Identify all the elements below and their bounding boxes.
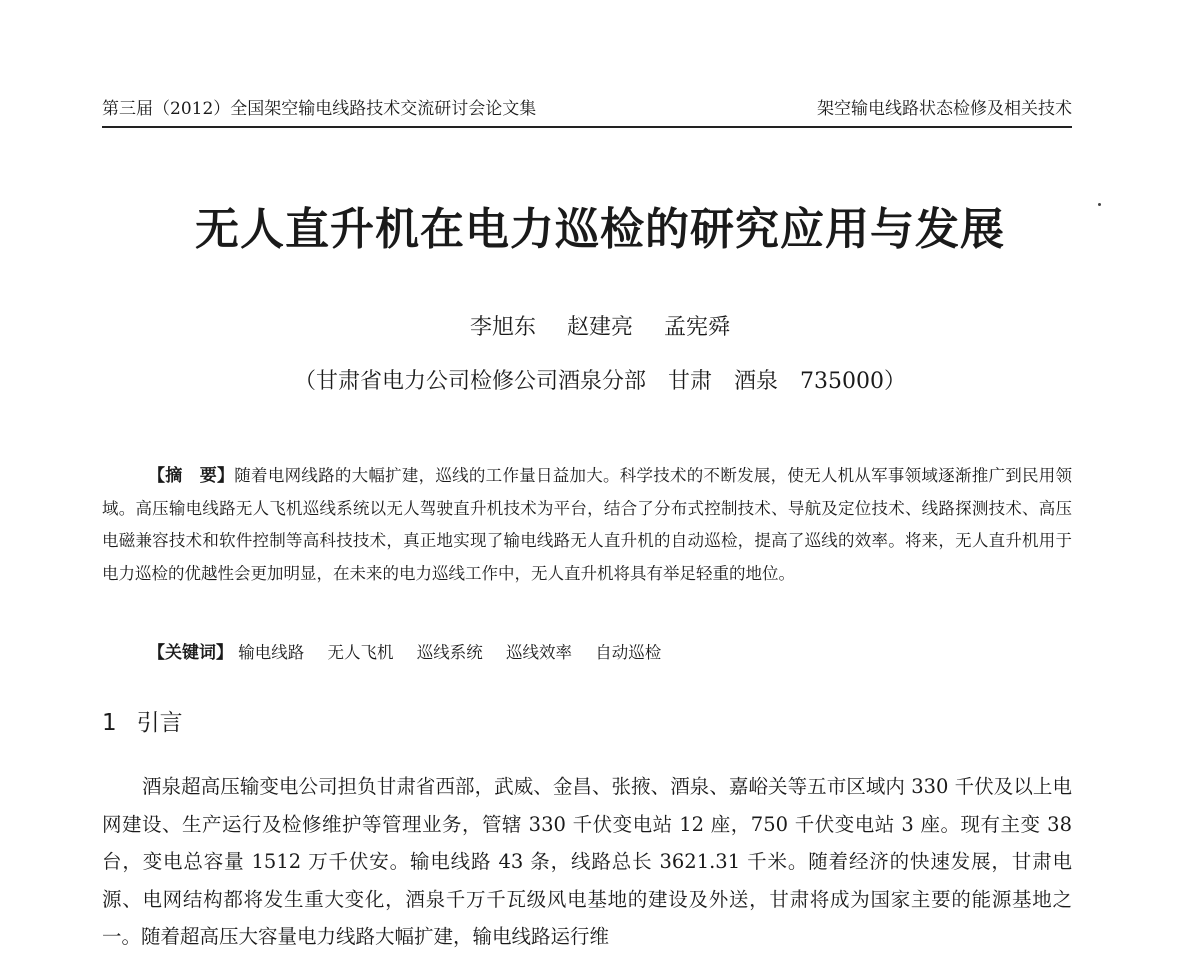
keyword-item: 自动巡检 bbox=[595, 643, 662, 662]
author-affiliation: （甘肃省电力公司检修公司酒泉分部 甘肃 酒泉 735000） bbox=[294, 369, 906, 394]
author-name: 孟宪舜 bbox=[664, 315, 731, 340]
author-name: 赵建亮 bbox=[566, 315, 633, 340]
header-section-title: 架空输电线路状态检修及相关技术 bbox=[817, 99, 1072, 119]
keyword-item: 巡线效率 bbox=[506, 643, 572, 662]
author-name: 李旭东 bbox=[469, 315, 536, 340]
keyword-item: 巡线系统 bbox=[416, 643, 483, 662]
abstract-text: 随着电网线路的大幅扩建，巡线的工作量日益加大。科学技术的不断发展，使无人机从军事领域逐渐推广到民用领域。高压输电线路无人飞机巡线系统以无人驾驶直升机技术为平台，结合了分布式控制技术、导航及定位技术、线路探测技术、高压电磁兼容技术和软件控制等高科技技术，真正地实现了输电线路无人直升机的自动巡检，提高了巡线的效率。将来，无人直升机用于电力巡检的优越性会更加明显，在未来的电力巡线工作中，无人直升机将具有举足轻重的地位。 bbox=[102, 466, 1073, 583]
section-heading-introduction bbox=[102, 706, 183, 740]
header-proceedings-title: 第三届（2012）全国架空输电线路技术交流研讨会论文集 bbox=[102, 99, 537, 119]
abstract bbox=[102, 460, 1072, 590]
running-header bbox=[102, 96, 1072, 128]
abstract-label: 【摘 要】 bbox=[148, 466, 235, 486]
author-list bbox=[0, 312, 1200, 344]
section-title: 引言 bbox=[136, 710, 183, 736]
keyword-item: 输电线路 bbox=[238, 643, 305, 662]
body-paragraph: 酒泉超高压输变电公司担负甘肃省西部，武威、金昌、张掖、酒泉、嘉峪关等五市区域内 330 千伏及以上电网建设、生产运行及检修维护等管理业务，管辖 330 千伏变电站 12 座，750 千伏变电站 3 座。现有主变 38 台，变电总容量 1512 万千伏安。输电线路 43 条，线路总长 3621.31 千米。随着经济的快速发展，甘肃电源、电网结构都将发生重大变化，酒泉千万千瓦级风电基地的建设及外送，甘肃将成为国家主要的能源基地之一。随着超高压大容量电力线路大幅扩建，输电线路运行维 bbox=[102, 775, 1072, 948]
keywords-label: 【关键词】 bbox=[148, 643, 233, 663]
keyword-item: 无人飞机 bbox=[327, 643, 394, 662]
paper-title: 无人直升机在电力巡检的研究应用与发展 bbox=[195, 204, 1005, 255]
section-number: 1 bbox=[102, 710, 117, 736]
keywords bbox=[148, 638, 679, 668]
